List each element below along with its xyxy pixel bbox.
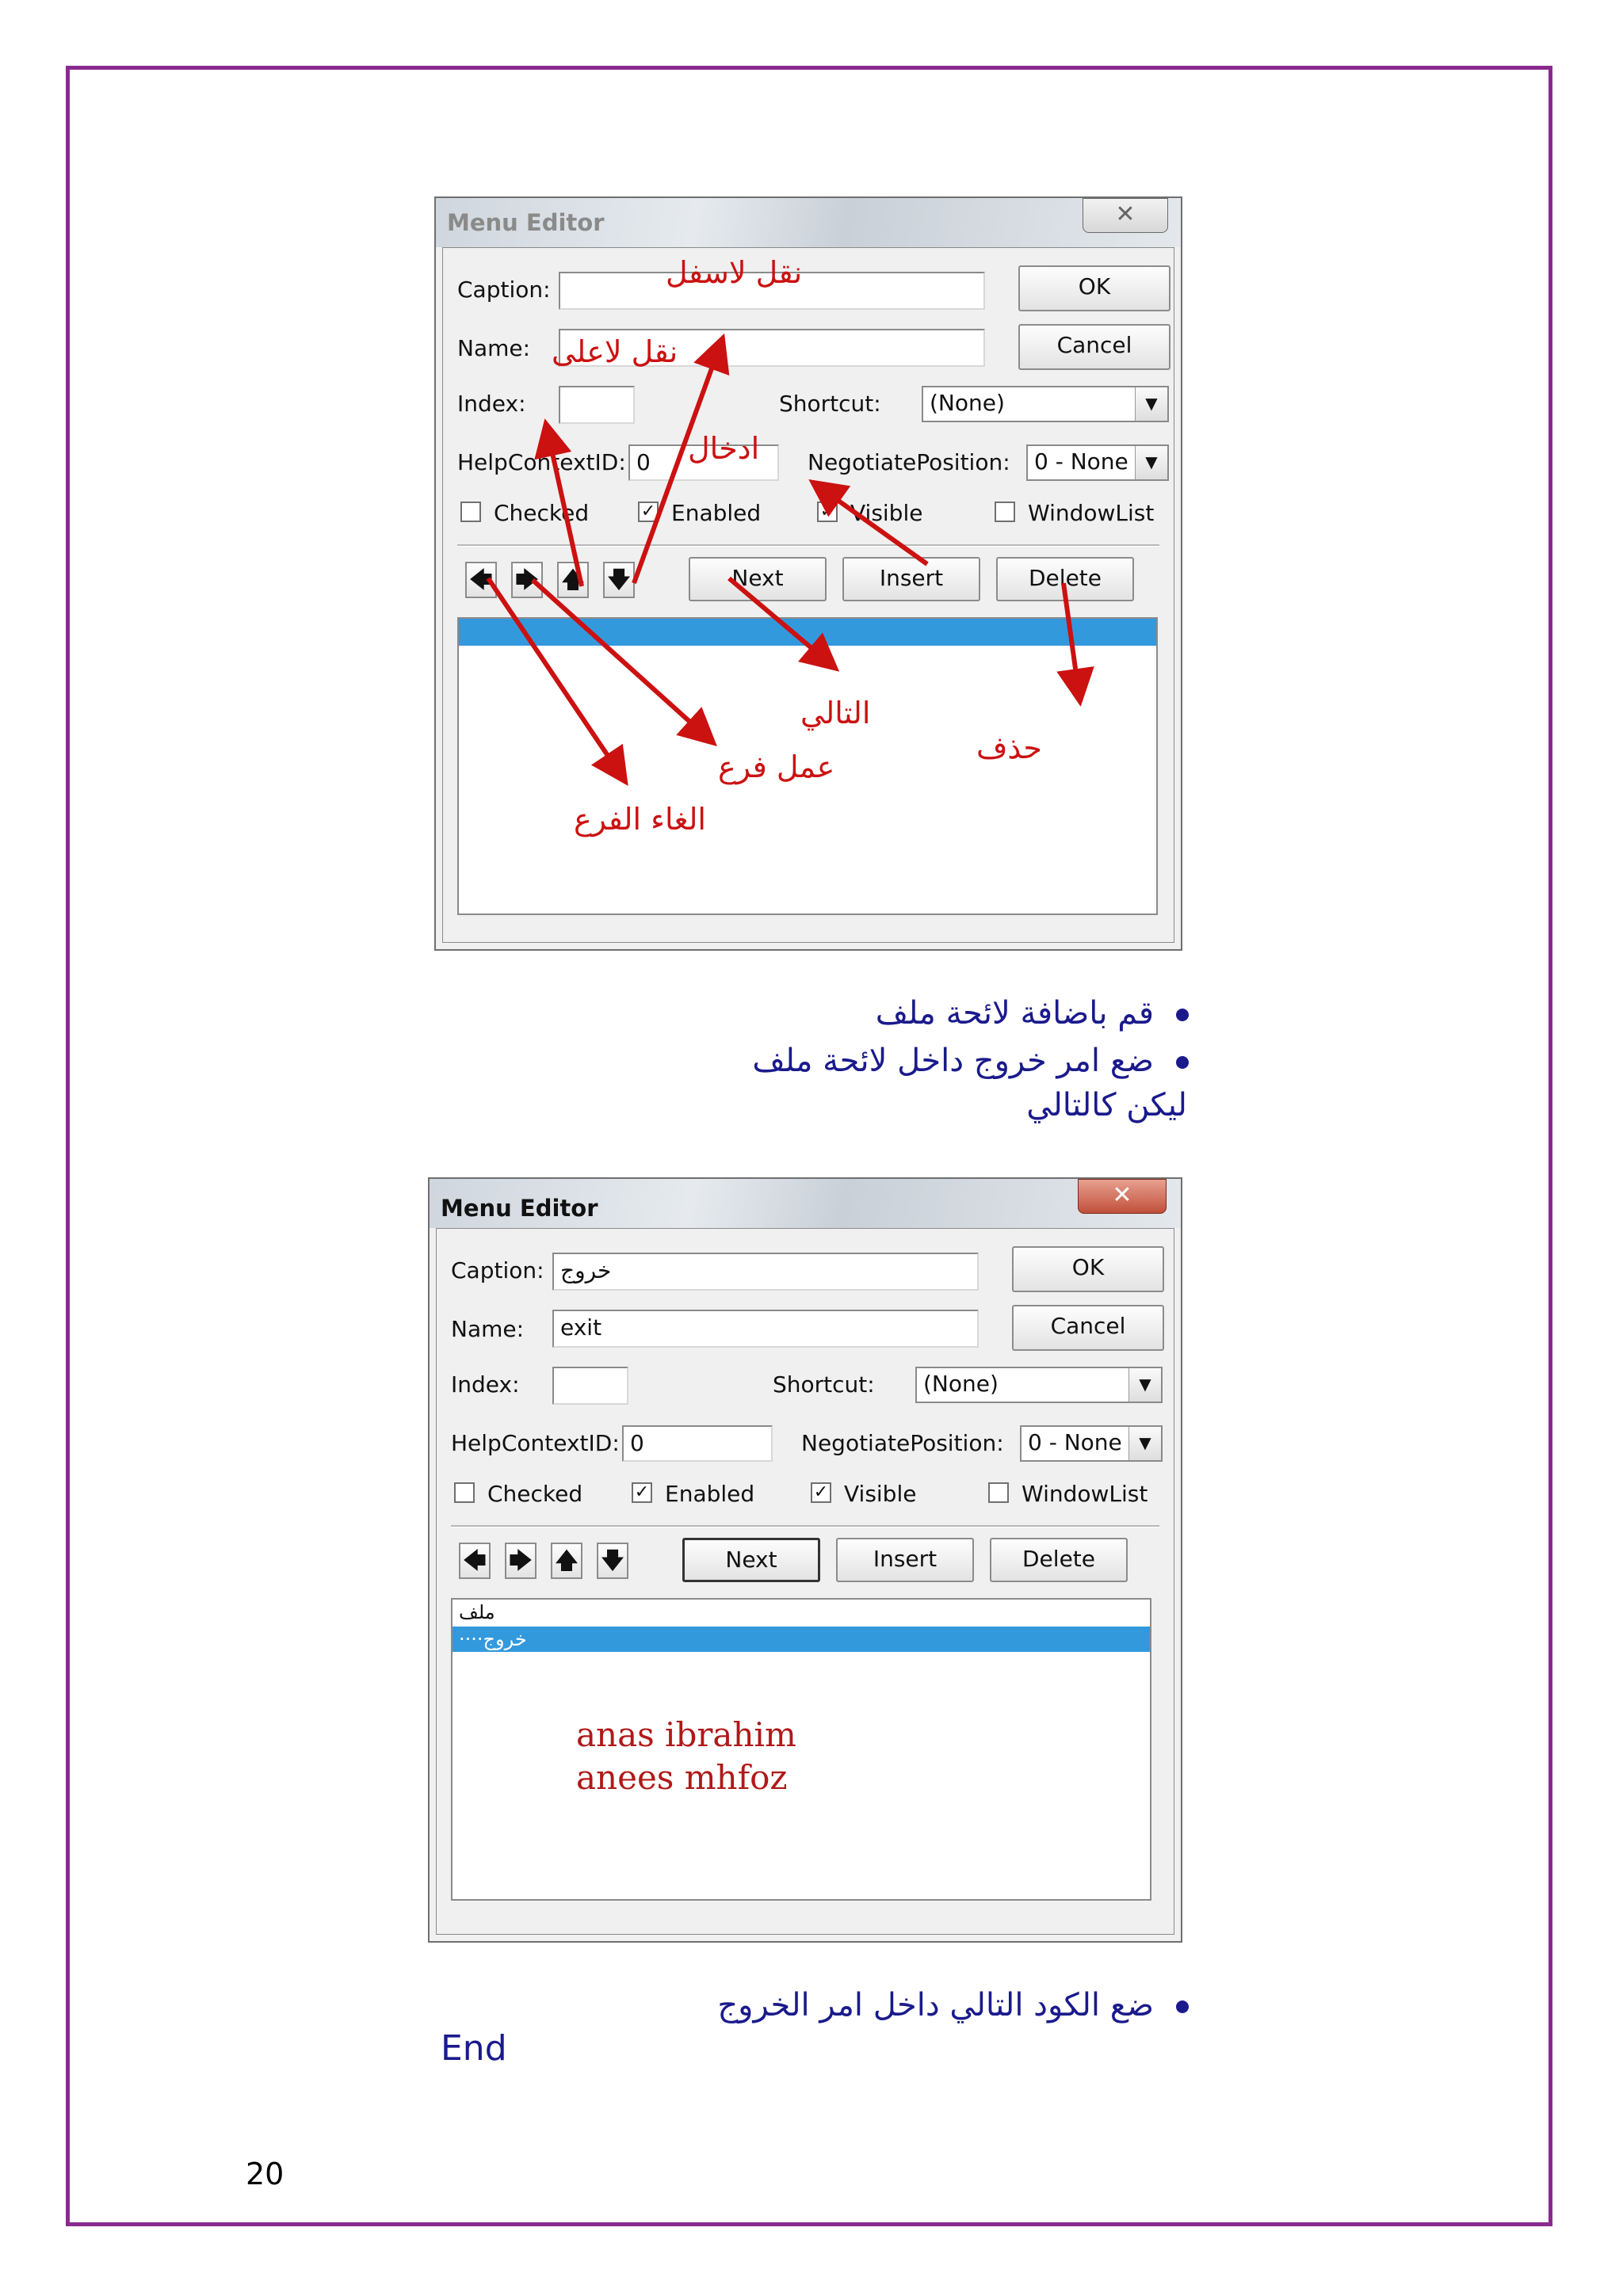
index-label: Index:	[457, 391, 526, 417]
caption-input[interactable]: خروج	[552, 1253, 979, 1291]
annotation-make-branch: عمل فرع	[718, 749, 835, 784]
close-button[interactable]	[1078, 1179, 1167, 1214]
dialog-body	[436, 1228, 1174, 1935]
arrow-right-button[interactable]: 🡆	[505, 1543, 537, 1579]
arrow-entry	[816, 485, 927, 564]
chevron-down-icon[interactable]: ▼	[1135, 387, 1167, 421]
helpcontext-label: HelpContextID:	[451, 1430, 620, 1456]
name-label: Name:	[451, 1316, 525, 1342]
next-button[interactable]: Next	[689, 557, 827, 601]
arrow-up-button[interactable]: 🡅	[551, 1543, 582, 1579]
caption-label: Caption:	[451, 1257, 544, 1283]
cancel-button[interactable]: Cancel	[1012, 1305, 1164, 1351]
page-number: 20	[246, 2157, 285, 2191]
checked-label: Checked	[494, 500, 590, 526]
close-icon: ✕	[1115, 200, 1136, 228]
checked-checkbox[interactable]	[454, 1482, 475, 1503]
index-label: Index:	[451, 1371, 520, 1398]
name-label: Name:	[457, 335, 531, 361]
visible-label: Visible	[844, 1481, 917, 1507]
annotation-next: التالي	[800, 696, 871, 730]
name-input[interactable]: exit	[552, 1310, 979, 1348]
title-bar	[430, 1179, 1181, 1228]
insert-button[interactable]: Insert	[836, 1538, 974, 1582]
bullet-icon	[1176, 2000, 1189, 2013]
arrow-left-button[interactable]: 🡄	[459, 1543, 491, 1579]
menu-editor-dialog	[428, 1177, 1182, 1943]
selected-row[interactable]	[453, 1627, 1150, 1652]
instruction-item: ضع امر خروج داخل لائحة ملف	[752, 1043, 1189, 1079]
shortcut-value: (None)	[923, 1371, 999, 1397]
insert-button[interactable]: Insert	[842, 557, 980, 601]
shortcut-value: (None)	[930, 390, 1005, 416]
bullet-icon	[1176, 1009, 1189, 1021]
next-button[interactable]: Next	[682, 1538, 820, 1582]
ok-button[interactable]: OK	[1012, 1246, 1164, 1292]
arrow-down-button[interactable]: 🡇	[603, 562, 635, 598]
arrow-left-button[interactable]: 🡄	[465, 562, 497, 598]
arrow-move-down	[547, 428, 582, 586]
enabled-checkbox[interactable]: ✓	[638, 502, 659, 522]
helpcontext-input[interactable]: 0	[628, 444, 779, 481]
visible-checkbox[interactable]: ✓	[817, 502, 838, 522]
windowlist-checkbox[interactable]	[988, 1482, 1009, 1503]
shortcut-label: Shortcut:	[773, 1371, 875, 1398]
cancel-button[interactable]: Cancel	[1018, 324, 1170, 370]
enabled-label: Enabled	[671, 500, 762, 526]
chevron-down-icon[interactable]: ▼	[1128, 1427, 1161, 1460]
shortcut-label: Shortcut:	[779, 391, 881, 417]
ok-button[interactable]: OK	[1018, 265, 1170, 311]
instruction-item: ضع الكود التالي داخل امر الخروج	[717, 1987, 1189, 2023]
arrow-right-button[interactable]: 🡆	[511, 562, 543, 598]
enabled-label: Enabled	[665, 1481, 755, 1507]
delete-button[interactable]: Delete	[990, 1538, 1128, 1582]
code-end: End	[441, 2028, 507, 2069]
arrow-up-button[interactable]: 🡅	[557, 562, 589, 598]
shortcut-select[interactable]	[915, 1367, 1163, 1403]
separator	[451, 1525, 1159, 1527]
credit-line: anas ibrahim	[576, 1715, 796, 1754]
list-item[interactable]: ملف	[459, 1601, 495, 1623]
helpcontext-label: HelpContextID:	[457, 449, 626, 475]
dialog-title: Menu Editor	[441, 1195, 598, 1222]
arrow-delete	[1064, 583, 1079, 697]
negotiate-value: 0 - None	[1034, 448, 1128, 475]
chevron-down-icon[interactable]: ▼	[1135, 446, 1167, 479]
bullet-icon	[1176, 1056, 1189, 1069]
annotation-delete: حذف	[976, 730, 1042, 765]
helpcontext-input[interactable]: 0	[622, 1425, 773, 1462]
list-item[interactable]: ····خروج	[459, 1628, 527, 1650]
annotation-move-down: نقل لاسفل	[666, 255, 803, 290]
enabled-checkbox[interactable]: ✓	[632, 1482, 652, 1503]
delete-button[interactable]: Delete	[996, 557, 1134, 601]
negotiate-value: 0 - None	[1028, 1429, 1122, 1455]
dialog-title: Menu Editor	[447, 209, 605, 236]
negotiate-select[interactable]	[1020, 1425, 1163, 1462]
instruction-item: قم باضافة لائحة ملف	[876, 995, 1189, 1032]
checked-label: Checked	[487, 1481, 583, 1507]
negotiate-label: NegotiatePosition:	[801, 1430, 1004, 1456]
visible-checkbox[interactable]: ✓	[811, 1482, 831, 1503]
annotation-arrows	[0, 0, 1623, 1030]
credit-line: anees mhfoz	[576, 1758, 788, 1797]
windowlist-label: WindowList	[1022, 1481, 1148, 1507]
windowlist-label: WindowList	[1028, 500, 1155, 526]
visible-label: Visible	[850, 500, 923, 526]
arrow-cancel-branch	[488, 578, 623, 778]
caption-label: Caption:	[457, 277, 551, 303]
menu-listbox[interactable]	[451, 1598, 1151, 1901]
arrow-down-button[interactable]: 🡇	[597, 1543, 628, 1579]
arrow-make-branch	[533, 580, 710, 740]
negotiate-label: NegotiatePosition:	[808, 449, 1010, 475]
annotation-cancel-branch: الغاء الفرع	[574, 802, 706, 837]
chevron-down-icon[interactable]: ▼	[1128, 1368, 1161, 1402]
instruction-continuation: ليكن كالتالي	[1026, 1087, 1187, 1123]
close-icon: ✕	[1112, 1181, 1132, 1209]
annotation-move-up: نقل لاعلى	[552, 334, 678, 369]
arrow-next	[729, 578, 832, 666]
index-input[interactable]	[552, 1367, 628, 1405]
annotation-entry: ادخال	[688, 431, 760, 466]
